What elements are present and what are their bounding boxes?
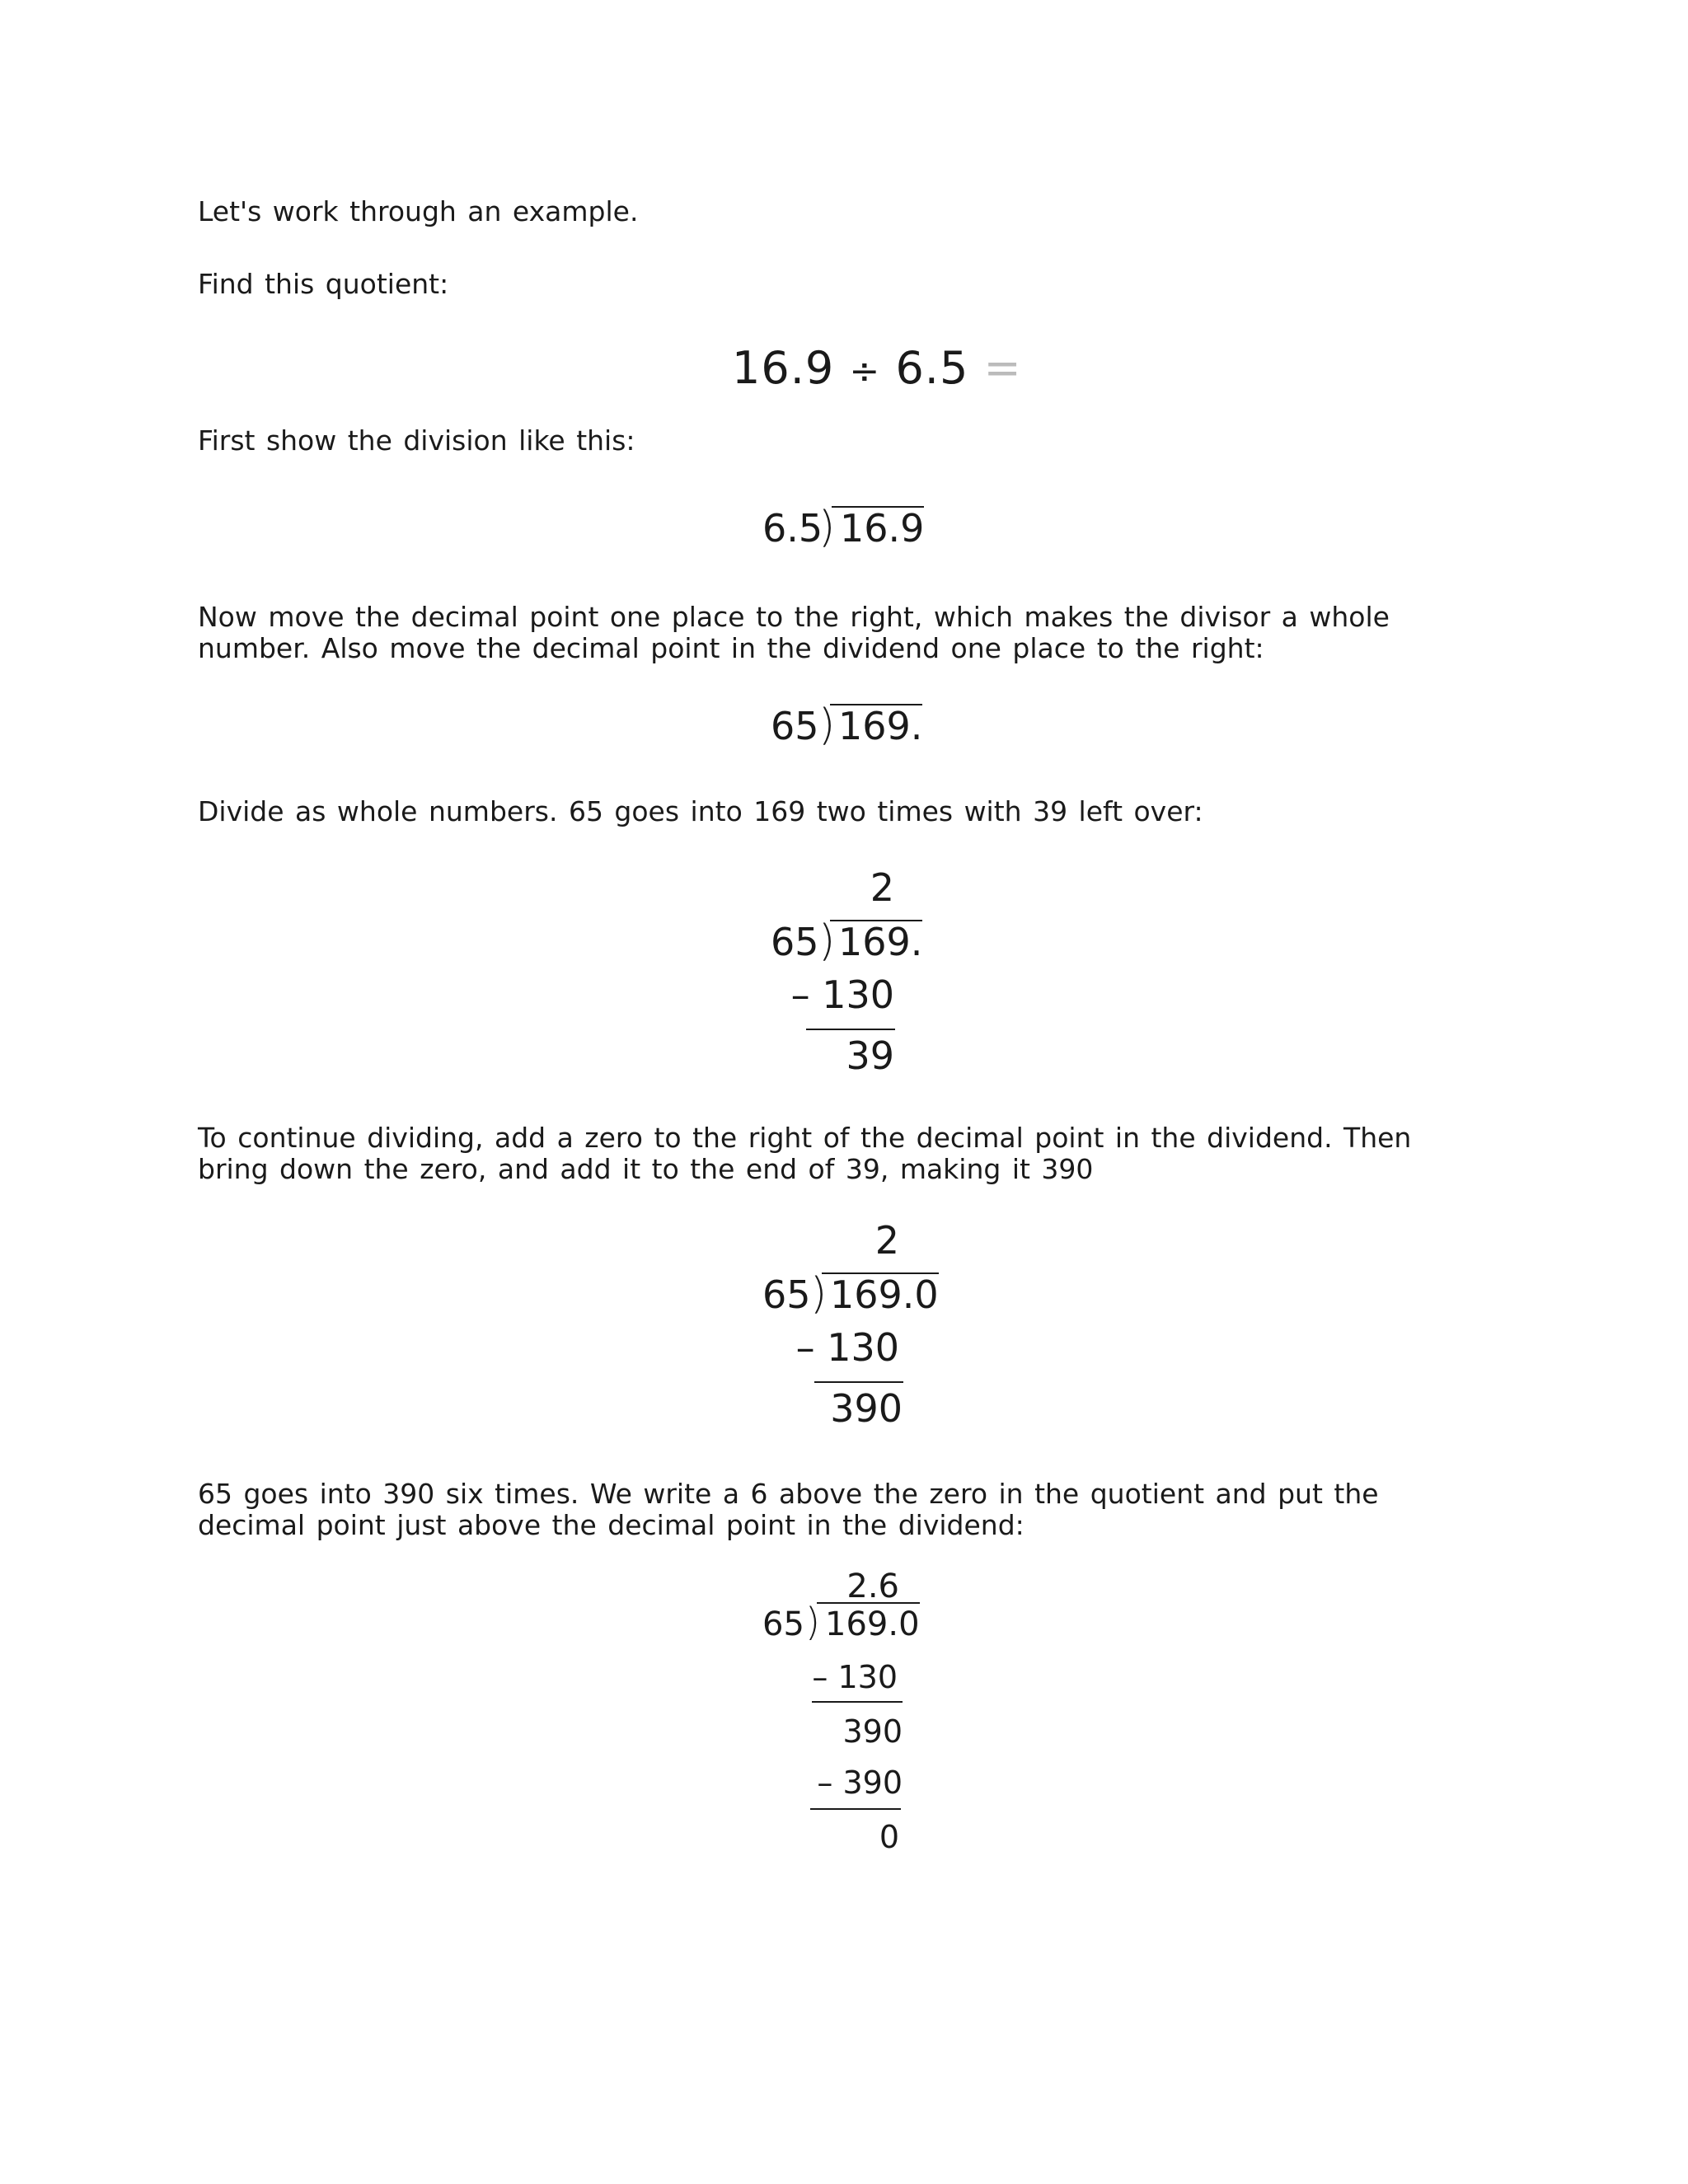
equation-dividend: 16.9	[732, 342, 835, 394]
remainder: 39	[846, 1033, 894, 1078]
divisor: 65	[762, 1272, 811, 1317]
long-division-2	[771, 701, 923, 752]
subtraction-line-1	[812, 1701, 903, 1703]
subtraction-line	[806, 1029, 895, 1030]
continue-text: To continue dividing, add a zero to the right of the decimal point in the dividend. Then bring down the zero, and add it to the end of 39, making it 390	[198, 1122, 1412, 1185]
intro-text: Let's work through an example.	[198, 195, 639, 227]
long-division-4	[762, 1218, 939, 1434]
subtraction-2: – 390	[817, 1765, 903, 1801]
subtraction-line	[814, 1381, 903, 1383]
divisor: 6.5	[762, 506, 823, 551]
subtraction: – 130	[790, 972, 894, 1017]
division-bracket: )	[805, 1600, 820, 1644]
subtraction-1: – 130	[812, 1659, 898, 1695]
equation-equals-sign: =	[983, 342, 1022, 394]
long-division-1	[762, 503, 925, 554]
remainder-1: 390	[842, 1713, 903, 1750]
remainder-2: 0	[879, 1819, 899, 1855]
quotient: 2	[870, 865, 894, 910]
quotient: 2	[874, 1218, 899, 1263]
division-bracket: )	[818, 503, 836, 552]
equation-divide-sign: ÷	[849, 350, 881, 392]
divisor: 65	[771, 920, 819, 964]
divisor: 65	[771, 704, 819, 748]
move-decimal-text: Now move the decimal point one place to the right, which makes the divisor a whole number. Also move the decimal point in the dividend one place to the right:	[198, 601, 1390, 664]
long-division-5	[762, 1566, 920, 1871]
division-bracket: )	[818, 916, 836, 966]
dividend: 169.0	[817, 1602, 920, 1645]
equation	[732, 342, 1022, 394]
remainder: 390	[830, 1386, 903, 1431]
equation-divisor: 6.5	[895, 342, 969, 394]
six-times-text: 65 goes into 390 six times. We write a 6 above the zero in the quotient and put the decimal point just above the decimal point in the dividend:	[198, 1478, 1379, 1541]
divide-whole-text: Divide as whole numbers. 65 goes into 169 two times with 39 left over:	[198, 795, 1203, 827]
dividend: 169.	[830, 704, 922, 747]
subtraction: – 130	[795, 1325, 899, 1370]
division-bracket: )	[818, 701, 836, 750]
divisor: 65	[762, 1605, 804, 1643]
division-bracket: )	[810, 1269, 828, 1319]
dividend: 169.0	[822, 1272, 939, 1315]
dividend: 169.	[830, 920, 922, 963]
subtraction-line-2	[810, 1808, 901, 1810]
quotient: 2.6	[846, 1568, 899, 1605]
dividend: 16.9	[832, 506, 924, 549]
first-show-text: First show the division like this:	[198, 424, 635, 457]
long-division-3	[771, 865, 923, 1081]
find-quotient-text: Find this quotient:	[198, 268, 449, 300]
